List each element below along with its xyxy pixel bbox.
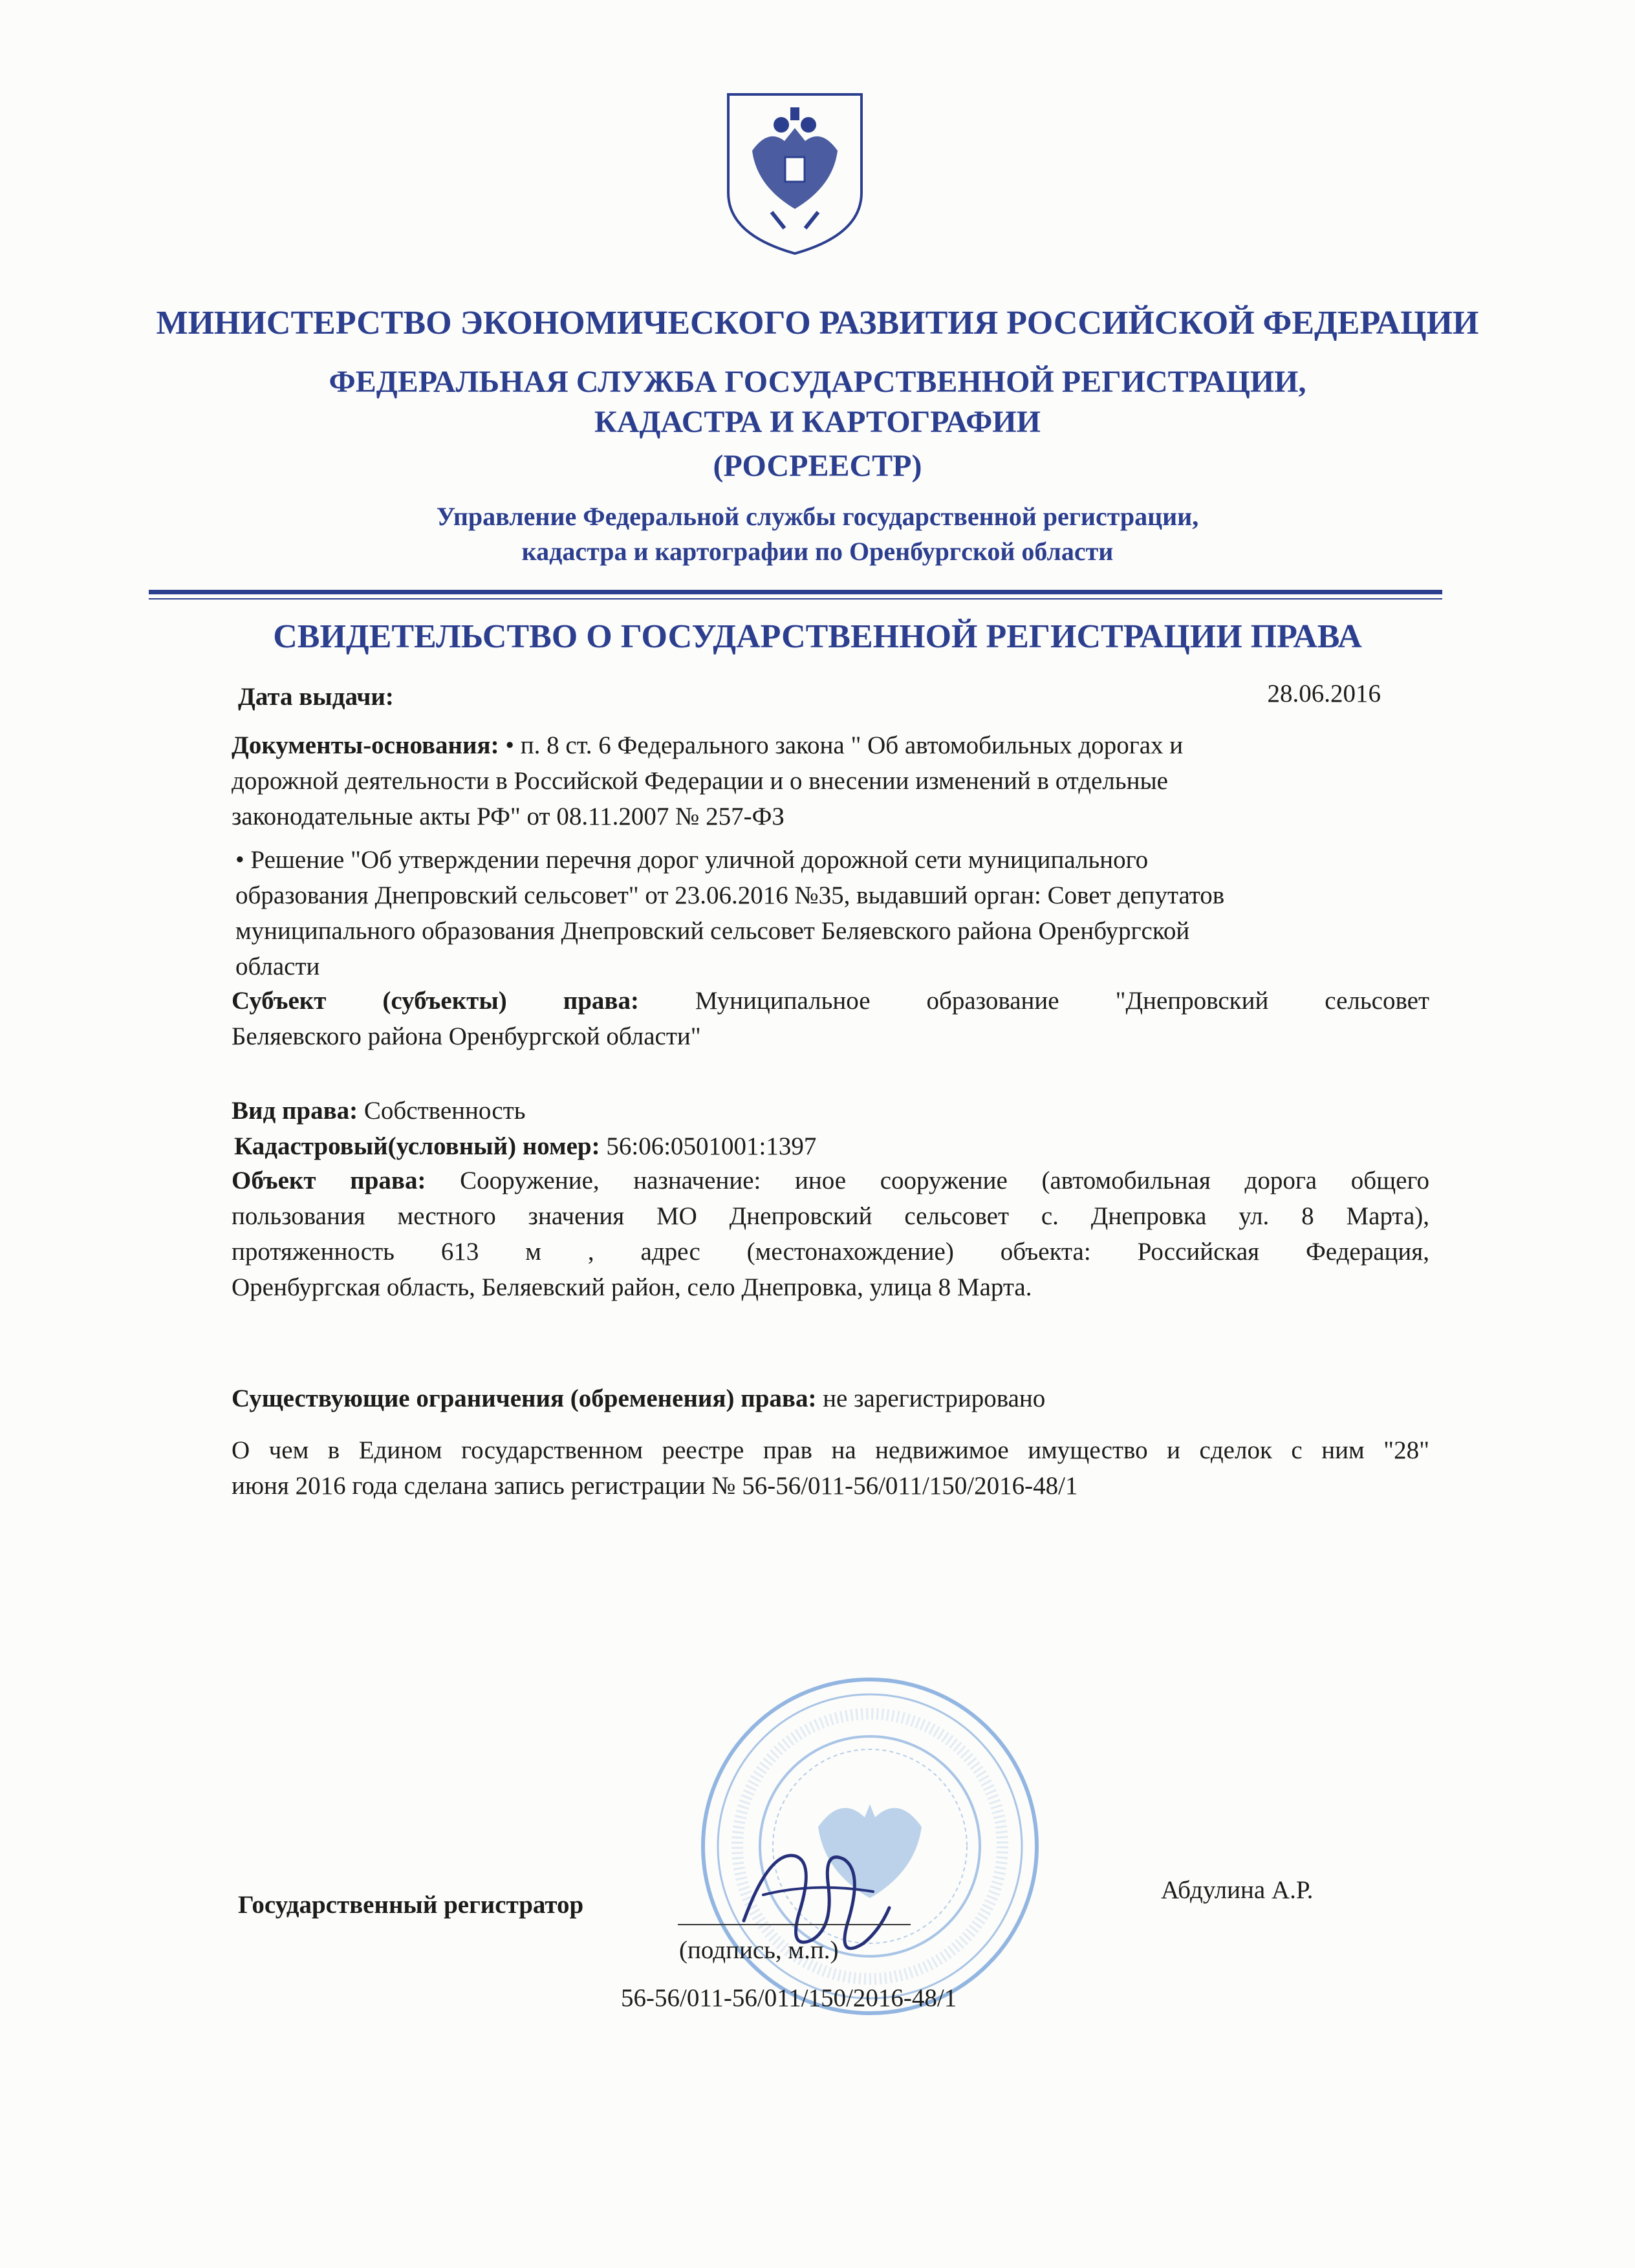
cadastral-label: Кадастровый(условный) номер:	[234, 1132, 600, 1160]
signature-caption: (подпись, м.п.)	[679, 1936, 839, 1964]
registrar-name: Абдулина А.Р.	[1161, 1876, 1314, 1904]
documents-label: Документы-основания:	[232, 731, 499, 759]
record-line2: июня 2016 года сделана запись регистрации № 56-56/011-56/011/150/2016-48/1	[232, 1472, 1078, 1500]
object-line3: протяженность 613 м , адрес (местонахождение) объекта: Российская Федерация,	[232, 1238, 1429, 1266]
signature-line	[678, 1924, 911, 1925]
agency-short-name: (РОСРЕЕСТР)	[713, 449, 922, 483]
registration-number: 56-56/011-56/011/150/2016-48/1	[621, 1984, 957, 2012]
restrictions-label: Существующие ограничения (обременения) права:	[232, 1385, 817, 1412]
documents-item2-line4: области	[235, 953, 320, 980]
right-type-value: Собственность	[363, 1097, 526, 1125]
documents-item2-line3: муниципального образования Днепровский сельсовет Беляевского района Оренбургской	[235, 917, 1190, 945]
department-title	[0, 499, 1635, 569]
coat-of-arms-icon	[723, 89, 867, 259]
documents-item1-line2: дорожной деятельности в Российской Федерации и о внесении изменений в отдельные	[232, 767, 1168, 795]
issue-date-label: Дата выдачи:	[238, 683, 394, 711]
documents-item2-line2: образования Днепровский сельсовет" от 23.06.2016 №35, выдавший орган: Совет депутатов	[235, 881, 1225, 909]
issue-date-value: 28.06.2016	[1267, 680, 1381, 707]
service-title	[0, 362, 1635, 442]
department-line1: Управление Федеральной службы государственной регистрации,	[436, 502, 1199, 531]
record-block	[232, 1432, 1429, 1504]
subject-label: Субъект (субъекты) права:	[232, 987, 639, 1015]
registrar-role: Государственный регистратор	[238, 1891, 584, 1919]
cadastral-value: 56:06:0501001:1397	[606, 1132, 817, 1160]
right-type-label: Вид права:	[232, 1097, 358, 1125]
header-divider-thin	[149, 598, 1442, 599]
subject-block	[232, 983, 1429, 1054]
right-type-row	[232, 1093, 1429, 1129]
documents-item1-line1: • п. 8 ст. 6 Федерального закона " Об автомобильных дорогах и	[505, 731, 1184, 759]
certificate-title: СВИДЕТЕЛЬСТВО О ГОСУДАРСТВЕННОЙ РЕГИСТРАЦИИ ПРАВА	[273, 618, 1362, 655]
object-line2: пользования местного значения МО Днепровский сельсовет с. Днепровка ул. 8 Марта),	[232, 1202, 1429, 1230]
service-title-line2: КАДАСТРА И КАРТОГРАФИИ	[594, 405, 1041, 439]
object-label: Объект права:	[232, 1167, 426, 1194]
subject-value-line2: Беляевского района Оренбургской области"	[232, 1022, 701, 1050]
service-title-line1: ФЕДЕРАЛЬНАЯ СЛУЖБА ГОСУДАРСТВЕННОЙ РЕГИСТРАЦИИ,	[329, 365, 1306, 399]
object-line4: Оренбургская область, Беляевский район, село Днепровка, улица 8 Марта.	[232, 1273, 1032, 1301]
ministry-title: МИНИСТЕРСТВО ЭКОНОМИЧЕСКОГО РАЗВИТИЯ РОССИЙСКОЙ ФЕДЕРАЦИИ	[156, 305, 1479, 341]
record-line1: О чем в Едином государственном реестре прав на недвижимое имущество и сделок с ним "28"	[232, 1436, 1429, 1464]
header-divider-thick	[149, 590, 1442, 594]
restrictions-value: не зарегистрировано	[823, 1385, 1046, 1412]
object-line1: Сооружение, назначение: иное сооружение (автомобильная дорога общего	[460, 1167, 1430, 1194]
documents-item1-line3: законодательные акты РФ" от 08.11.2007 № 257-ФЗ	[232, 803, 785, 830]
restrictions-row	[232, 1381, 1429, 1416]
documents-item2-line1: • Решение "Об утверждении перечня дорог уличной дорожной сети муниципального	[235, 846, 1149, 874]
cadastral-row	[234, 1129, 816, 1164]
documents-block	[232, 728, 1429, 984]
object-block	[232, 1163, 1429, 1305]
subject-value-line1: Муниципальное образование "Днепровский сельсовет	[695, 987, 1429, 1015]
department-line2: кадастра и картографии по Оренбургской области	[521, 537, 1114, 566]
